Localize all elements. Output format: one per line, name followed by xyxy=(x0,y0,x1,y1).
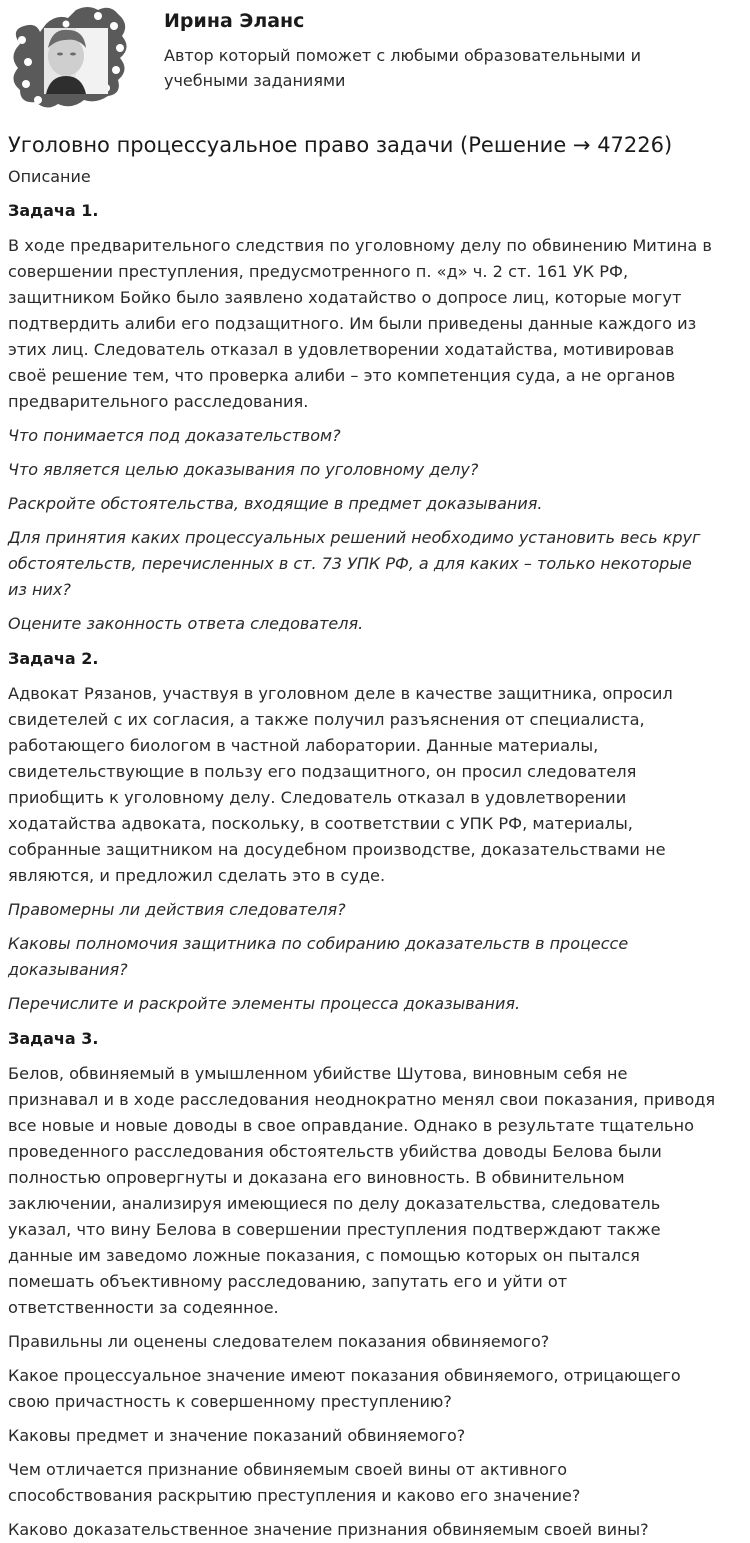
task-question xyxy=(8,1457,750,1509)
task-body-line: совершении преступления, предусмотренного п. «д» ч. 2 ст. 161 УК РФ, xyxy=(8,262,629,281)
question-line: доказывания? xyxy=(8,960,128,979)
task-title: Задача 1. xyxy=(8,201,99,220)
question-line: способствования раскрытию преступления и каково его значение? xyxy=(8,1486,581,1505)
author-description-line: учебными заданиями xyxy=(164,71,346,90)
task-body-line: ответственности за содеянное. xyxy=(8,1298,279,1317)
question-line: Для принятия каких процессуальных решений необходимо установить весь круг xyxy=(8,528,701,547)
question-line: из них? xyxy=(8,580,71,599)
author-description-line: Автор который поможет с любыми образовательными и xyxy=(164,46,641,65)
task-body-line: помешать объективному расследованию, запутать его и уйти от xyxy=(8,1272,568,1291)
task-question xyxy=(8,525,750,603)
task-question xyxy=(8,897,750,923)
task-question xyxy=(8,1517,750,1543)
question-line: Что является целью доказывания по уголовному делу? xyxy=(8,460,479,479)
task-question xyxy=(8,1423,750,1449)
author-header xyxy=(0,0,750,118)
question-line: Правомерны ли действия следователя? xyxy=(8,900,346,919)
question-line: Какое процессуальное значение имеют показания обвиняемого, отрицающего xyxy=(8,1366,681,1385)
question-line: Оцените законность ответа следователя. xyxy=(8,614,364,633)
author-avatar-icon xyxy=(6,4,134,112)
task-body-line: этих лиц. Следователь отказал в удовлетворении ходатайства, мотивировав xyxy=(8,340,675,359)
task-question xyxy=(8,931,750,983)
task-question xyxy=(8,1363,750,1415)
task-title: Задача 3. xyxy=(8,1029,99,1048)
author-name: Ирина Эланс xyxy=(164,10,305,32)
question-line: свою причастность к совершенному преступлению? xyxy=(8,1392,452,1411)
question-line: Перечислите и раскройте элементы процесса доказывания. xyxy=(8,994,521,1013)
task-body-line: защитником Бойко было заявлено ходатайство о допросе лиц, которые могут xyxy=(8,288,682,307)
task-1 xyxy=(8,199,750,637)
task-question xyxy=(8,1329,750,1355)
task-body-line: предварительного расследования. xyxy=(8,392,309,411)
task-body-line: заключении, анализируя имеющиеся по делу доказательства, следователь xyxy=(8,1194,661,1213)
section-label-description: Описание xyxy=(8,167,91,186)
task-body-line: являются, и предложил сделать это в суде. xyxy=(8,866,386,885)
task-question xyxy=(8,991,750,1017)
page-title: Уголовно процессуальное право задачи (Решение → 47226) xyxy=(8,133,673,157)
task-body xyxy=(8,1061,750,1321)
task-body-line: все новые и новые доводы в свое оправдание. Однако в результате тщательно xyxy=(8,1116,695,1135)
task-body-line: свидетельствующие в пользу его подзащитного, он просил следователя xyxy=(8,762,637,781)
task-body-line: Белов, обвиняемый в умышленном убийстве Шутова, виновным себя не xyxy=(8,1064,628,1083)
task-body-line: работающего биологом в частной лаборатории. Данные материалы, xyxy=(8,736,599,755)
question-line: Каково доказательственное значение признания обвиняемым своей вины? xyxy=(8,1520,649,1539)
question-line: Чем отличается признание обвиняемым своей вины от активного xyxy=(8,1460,568,1479)
question-line: Каковы предмет и значение показаний обвиняемого? xyxy=(8,1426,466,1445)
task-3 xyxy=(8,1027,750,1543)
task-body xyxy=(8,681,750,889)
task-body-line: В ходе предварительного следствия по уголовному делу по обвинению Митина в xyxy=(8,236,712,255)
task-body-line: своё решение тем, что проверка алиби – это компетенция суда, а не органов xyxy=(8,366,676,385)
question-line: обстоятельств, перечисленных в ст. 73 УПК РФ, а для каких – только некоторые xyxy=(8,554,692,573)
document-content xyxy=(0,130,750,1543)
task-body-line: приобщить к уголовному делу. Следователь отказал в удовлетворении xyxy=(8,788,627,807)
task-question xyxy=(8,423,750,449)
task-body-line: подтвердить алиби его подзащитного. Им были приведены данные каждого из xyxy=(8,314,697,333)
question-line: Что понимается под доказательством? xyxy=(8,426,341,445)
task-2 xyxy=(8,647,750,1017)
task-body-line: указал, что вину Белова в совершении преступления подтверждают также xyxy=(8,1220,661,1239)
task-question xyxy=(8,491,750,517)
task-question xyxy=(8,457,750,483)
question-line: Правильны ли оценены следователем показания обвиняемого? xyxy=(8,1332,550,1351)
task-body-line: данные им заведомо ложные показания, с помощью которых он пытался xyxy=(8,1246,640,1265)
task-body-line: свидетелей с их согласия, а также получил разъяснения от специалиста, xyxy=(8,710,645,729)
task-body-line: собранные защитником на досудебном производстве, доказательствами не xyxy=(8,840,666,859)
task-title: Задача 2. xyxy=(8,649,99,668)
author-description xyxy=(164,43,724,93)
task-question xyxy=(8,611,750,637)
task-body-line: Адвокат Рязанов, участвуя в уголовном деле в качестве защитника, опросил xyxy=(8,684,673,703)
task-body xyxy=(8,233,750,415)
question-line: Каковы полномочия защитника по собиранию доказательств в процессе xyxy=(8,934,629,953)
task-body-line: признавал и в ходе расследования неоднократно менял свои показания, приводя xyxy=(8,1090,716,1109)
task-body-line: ходатайства адвоката, поскольку, в соответствии с УПК РФ, материалы, xyxy=(8,814,633,833)
task-body-line: проведенного расследования обстоятельств убийства доводы Белова были xyxy=(8,1142,662,1161)
task-body-line: полностью опровергнуты и доказана его виновность. В обвинительном xyxy=(8,1168,625,1187)
question-line: Раскройте обстоятельства, входящие в предмет доказывания. xyxy=(8,494,543,513)
